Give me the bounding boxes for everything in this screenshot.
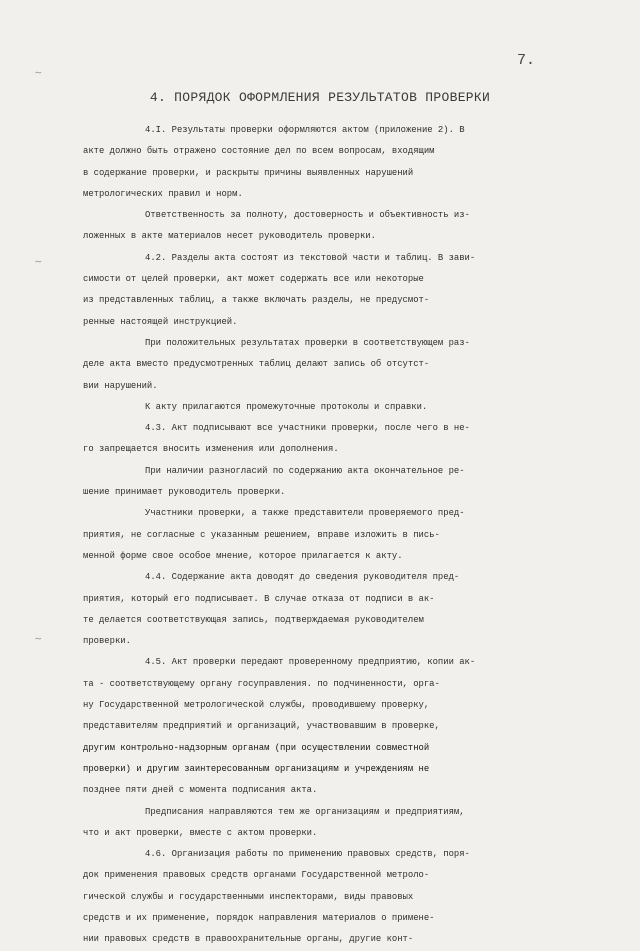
text-line: средств и их применение, порядок направления материалов о примене-	[83, 912, 435, 923]
text-line: ложенных в акте материалов несет руководитель проверки.	[83, 231, 376, 242]
text-line: из представленных таблиц, а также включать разделы, не предусмот-	[83, 295, 430, 306]
text-line: менной форме свое особое мнение, которое прилагается к акту.	[83, 550, 403, 561]
text-line: 4.2. Разделы акта состоят из текстовой части и таблиц. В зави-	[145, 252, 476, 263]
text-line: та - соответствующему органу госуправления. по подчиненности, орга-	[83, 678, 440, 689]
text-line: приятия, который его подписывает. В случае отказа от подписи в ак-	[83, 593, 435, 604]
text-line: шение принимает руководитель проверки.	[83, 487, 286, 498]
text-line: деле акта вместо предусмотренных таблиц делают запись об отсутст-	[83, 359, 430, 370]
text-line: Участники проверки, а также представители проверяемого пред-	[145, 508, 465, 519]
text-line: приятия, не согласные с указанным решением, вправе изложить в пись-	[83, 529, 440, 540]
punch-mark: ∼	[35, 257, 42, 269]
text-line: го запрещается вносить изменения или дополнения.	[83, 444, 339, 455]
text-line: 4.3. Акт подписывают все участники проверки, после чего в не-	[145, 423, 470, 434]
text-line: При наличии разногласий по содержанию акта окончательное ре-	[145, 465, 465, 476]
text-line: Предписания направляются тем же организациям и предприятиям,	[145, 806, 465, 817]
text-line: 4.4. Содержание акта доводят до сведения руководителя пред-	[145, 572, 460, 583]
text-line: те делается соответствующая запись, подтверждаемая руководителем	[83, 614, 424, 625]
text-line: проверки) и другим заинтересованным организациям и учреждениям не	[83, 763, 430, 774]
text-line: метрологических правил и норм.	[83, 188, 243, 199]
punch-mark: ∼	[35, 68, 42, 80]
text-line: К акту прилагаются промежуточные протоколы и справки.	[145, 401, 428, 412]
text-line: гической службы и государственными инспекторами, виды правовых	[83, 891, 414, 902]
text-line: При положительных результатах проверки в соответствующем раз-	[145, 337, 470, 348]
document-body	[83, 120, 640, 951]
section-title: 4. ПОРЯДОК ОФОРМЛЕНИЯ РЕЗУЛЬТАТОВ ПРОВЕРКИ	[149, 90, 491, 105]
text-line: док применения правовых средств органами Государственной метроло-	[83, 870, 430, 881]
text-line: ренные настоящей инструкцией.	[83, 316, 238, 327]
text-line: другим контрольно-надзорным органам (при осуществлении совместной	[83, 742, 430, 753]
text-line: симости от целей проверки, акт может содержать все или некоторые	[83, 274, 424, 285]
text-line: представителям предприятий и организаций, участвовавшим в проверке,	[83, 721, 440, 732]
text-line: акте должно быть отражено состояние дел по всем вопросам, входящим	[83, 146, 435, 157]
text-line: ну Государственной метрологической службы, проводившему проверку,	[83, 700, 430, 711]
text-line: вии нарушений.	[83, 380, 158, 391]
text-line: Ответственность за полноту, достоверность и объективность из-	[145, 210, 470, 221]
punch-mark: ∼	[35, 634, 42, 646]
text-line: что и акт проверки, вместе с актом проверки.	[83, 827, 318, 838]
text-line: в содержание проверки, и раскрыты причины выявленных нарушений	[83, 167, 414, 178]
text-line: 4.6. Организация работы по применению правовых средств, поря-	[145, 849, 470, 860]
text-line: 4.I. Результаты проверки оформляются актом (приложение 2). В	[145, 125, 465, 135]
page-number: 7.	[517, 52, 536, 69]
text-line: нии правовых средств в правоохранительные органы, другие конт-	[83, 934, 414, 945]
text-line: проверки.	[83, 636, 131, 647]
text-line: 4.5. Акт проверки передают проверенному предприятию, копии ак-	[145, 657, 476, 668]
text-line: позднее пяти дней с момента подписания акта.	[83, 785, 318, 796]
